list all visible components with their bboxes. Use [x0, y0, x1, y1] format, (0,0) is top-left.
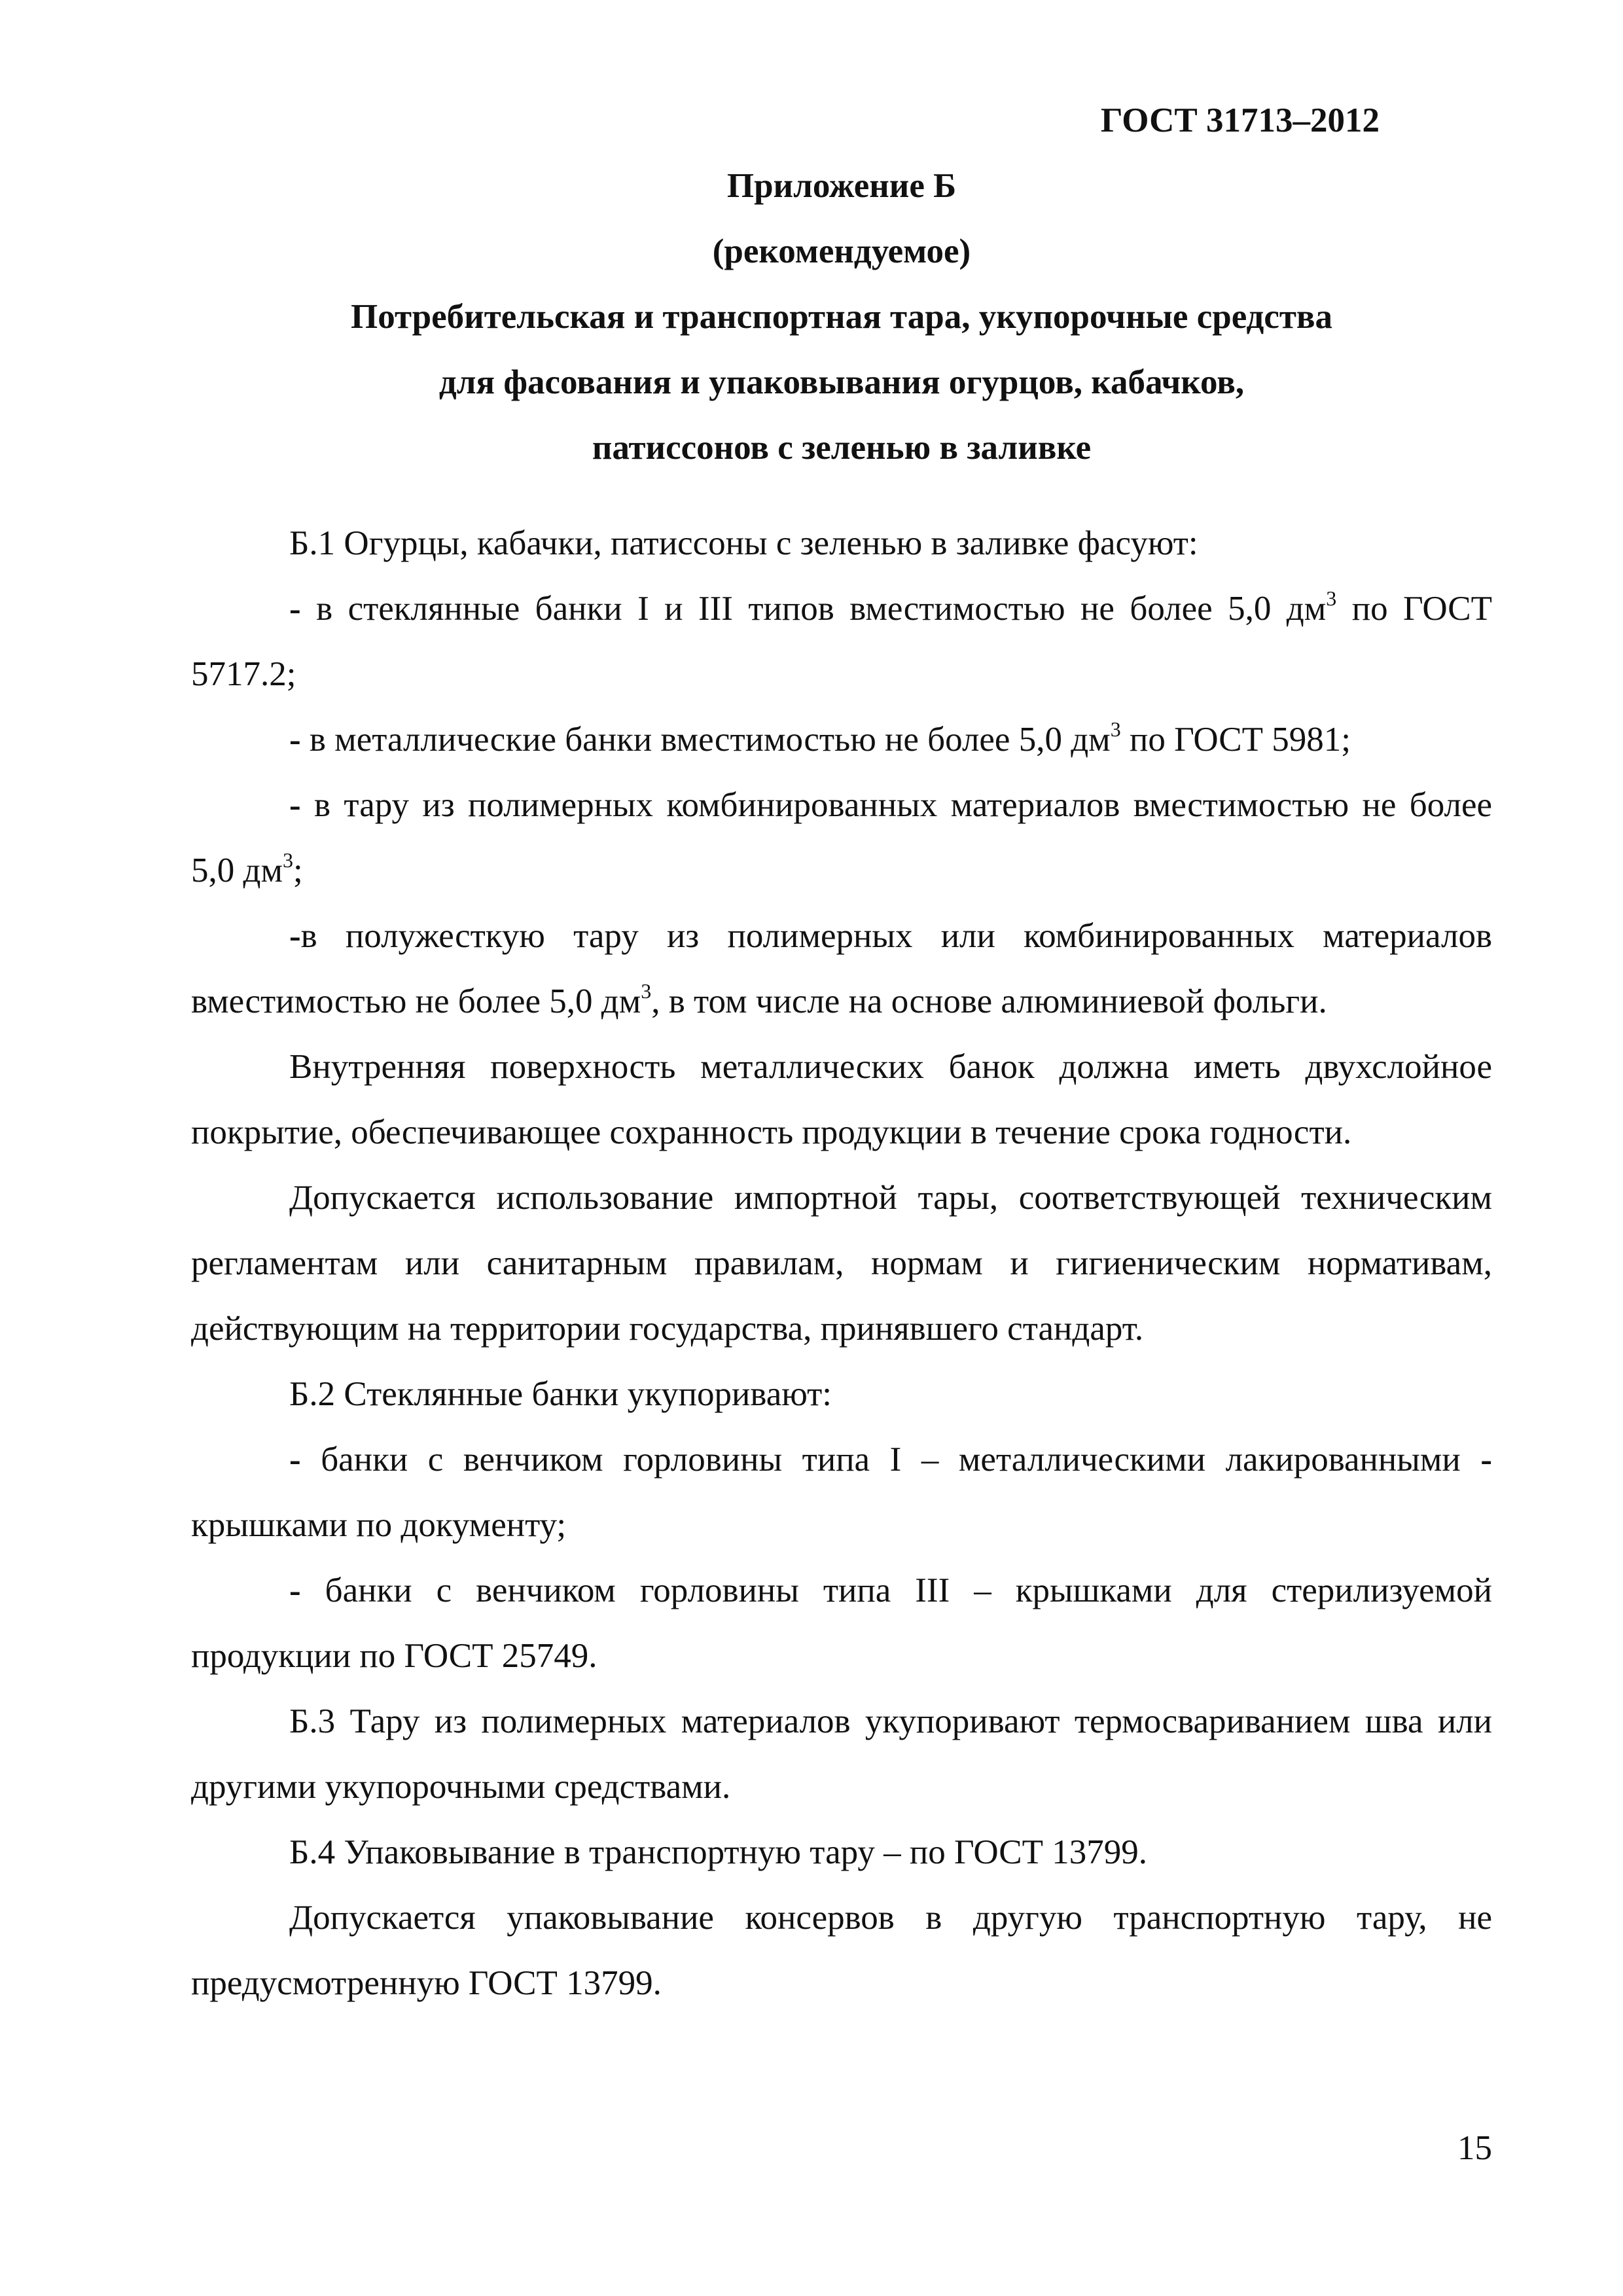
paragraph-b2: Б.2 Стеклянные банки укупоривают: [289, 1375, 832, 1413]
list-item-semi-rigid [191, 903, 1492, 1034]
list-item-type-i-lids [191, 1427, 1492, 1558]
appendix-heading-line-2: для фасования и упаковывания огурцов, кабачков, [438, 363, 1245, 401]
list-item-text-end: , в том числе на основе алюминиевой фольги. [651, 982, 1327, 1020]
list-item-type-iii-lids [191, 1558, 1492, 1689]
list-item-text: в металлические банки вместимостью не более 5,0 дм [300, 721, 1111, 759]
page-number: 15 [1457, 2129, 1492, 2167]
appendix-status: (рекомендуемое) [712, 232, 971, 270]
unit-superscript: 3 [1326, 586, 1337, 610]
list-item-text: банки с венчиком горловины типа III – крышками для стерилизуемой продукции по ГОСТ 25749. [191, 1571, 1492, 1675]
appendix-title-block [191, 153, 1492, 480]
list-dash-inline: - [1480, 1441, 1492, 1479]
unit-superscript: 3 [283, 848, 294, 872]
list-item-glass-jars [191, 576, 1492, 707]
appendix-heading-line-3: патиссонов с зеленью в заливке [592, 429, 1092, 467]
unit-superscript: 3 [1110, 717, 1121, 741]
paragraph-b4: Б.4 Упаковывание в транспортную тару – по ГОСТ 13799. [289, 1833, 1147, 1871]
list-dash: - [289, 721, 301, 759]
document-body [191, 511, 1492, 2016]
list-item-text-end: ; [293, 852, 303, 889]
standard-code: ГОСТ 31713–2012 [1100, 101, 1380, 139]
unit-superscript: 3 [641, 979, 652, 1003]
list-item-text-end: по ГОСТ 5717.2; [191, 590, 1492, 693]
list-item-text: банки с венчиком горловины типа I – металлическими лакированными [300, 1441, 1481, 1479]
list-item-text: в тару из полимерных комбинированных материалов вместимостью не более 5,0 дм [191, 786, 1492, 889]
appendix-title: Приложение Б [726, 167, 957, 205]
list-item-polymer-combined [191, 772, 1492, 903]
paragraph-other-transport: Допускается упаковывание консервов в другую транспортную тару, не предусмотренную ГОСТ 13799. [191, 1899, 1492, 2002]
list-dash: - [289, 1571, 301, 1609]
list-item-metal-cans [191, 707, 1492, 772]
list-dash: - [289, 1441, 301, 1479]
list-dash: - [289, 590, 301, 628]
list-item-text-end: крышками по документу; [191, 1506, 567, 1544]
paragraph-imported-containers: Допускается использование импортной тары, соответствующей техническим регламентам или санитарным правилам, нормам и гигиеническим нормативам, действующим на территории государства, принявшего стандарт. [191, 1179, 1492, 1348]
list-item-text: в полужесткую тару из полимерных или комбинированных материалов вместимостью не более 5,0 дм [191, 917, 1492, 1020]
list-dash: - [289, 786, 301, 824]
paragraph-inner-coating: Внутренняя поверхность металлических банок должна иметь двухслойное покрытие, обеспечивающее сохранность продукции в течение срока годности. [191, 1048, 1492, 1151]
list-item-text-end: по ГОСТ 5981; [1120, 721, 1351, 759]
list-item-text: в стеклянные банки I и III типов вместимостью не более 5,0 дм [300, 590, 1327, 628]
list-dash: - [289, 917, 301, 955]
paragraph-b1: Б.1 Огурцы, кабачки, патиссоны с зеленью в заливке фасуют: [289, 524, 1198, 562]
appendix-heading-line-1: Потребительская и транспортная тара, укупорочные средства [350, 298, 1333, 336]
paragraph-b3: Б.3 Тару из полимерных материалов укупоривают термосвариванием шва или другими укупорочными средствами. [191, 1702, 1492, 1806]
